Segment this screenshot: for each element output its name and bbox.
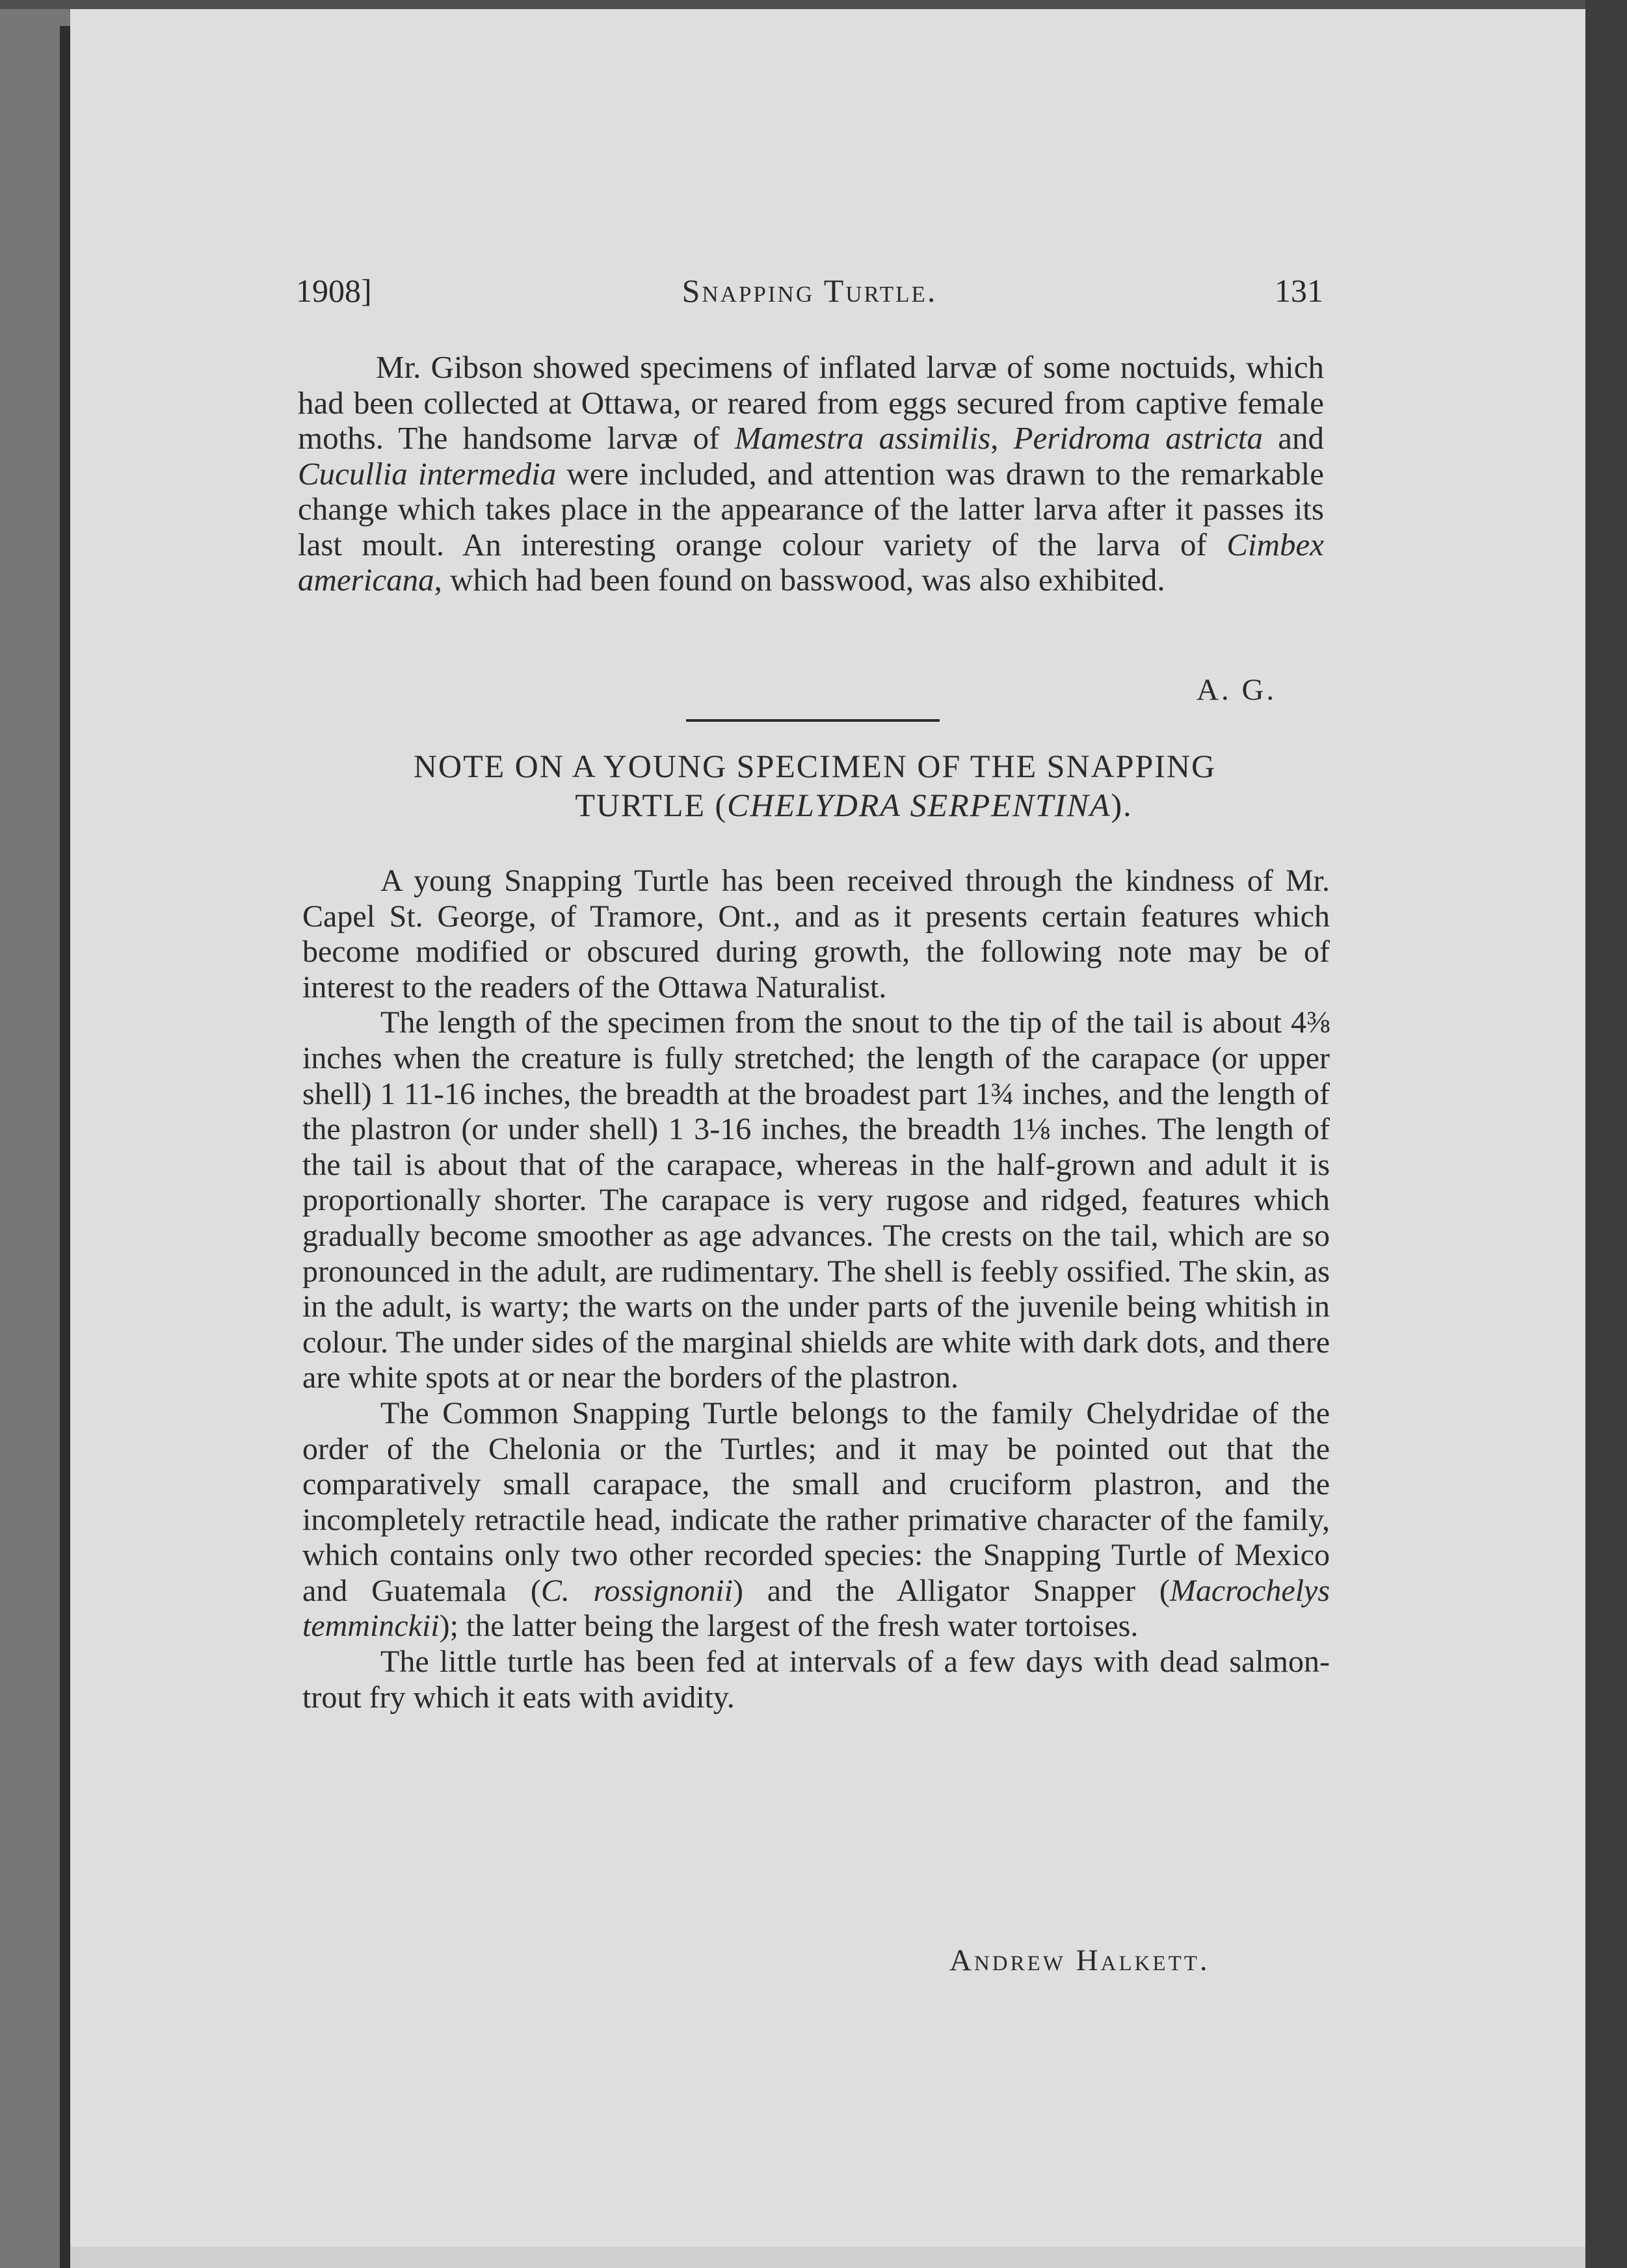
scan-right-shadow (1585, 0, 1627, 2268)
binding-edge (60, 26, 70, 2268)
page-number: 131 (1275, 272, 1323, 309)
gibson-signature: A. G. (1197, 673, 1277, 707)
scan-top-band (0, 0, 1627, 9)
species-name: Macrochelys temminckii (302, 1573, 1330, 1644)
title-line-2: TURTLE (CHELYDRA SERPENTINA). (575, 787, 1133, 823)
article-title (298, 746, 1332, 824)
article-body (302, 864, 1330, 1715)
species-name: Mamestra assimilis (734, 420, 991, 456)
species-name: C. rossignonii (540, 1573, 733, 1608)
paragraph: The length of the specimen from the snout to the tip of the tail is about 4⅜ inches when the creature is fully stretched; the length of the carapace (or upper shell) 1 11-16 inches, the breadth at the broadest part 1¾ inches, and the length of the plastron (or under shell) 1 3-16 inches, the breadth 1⅛ inches. The length of the tail is about that of the carapace, whereas in the half-grown and adult it is proportionally shorter. The carapace is very rugose and ridged, features which gradually become smoother as age advances. The crests on the tail, which are so pronounced in the adult, are rudimentary. The shell is feebly ossified. The skin, as in the adult, is warty; the warts on the under parts of the juvenile being whitish in colour. The under sides of the marginal shields are white with dark dots, and there are white spots at or near the borders of the plastron. (302, 1005, 1330, 1395)
species-name: Peridroma astricta (1013, 420, 1263, 456)
title-species: CHELYDRA SERPENTINA (727, 787, 1111, 823)
section-divider (686, 719, 940, 722)
author-signature: Andrew Halkett. (949, 1944, 1210, 1977)
scan-bottom-band (70, 2247, 1585, 2268)
running-header (296, 272, 1323, 317)
paragraph: A young Snapping Turtle has been received through the kindness of Mr. Capel St. George, of Tramore, Ont., and as it presents certain features which become modified or obscured during growth, the following note may be of interest to the readers of the Ottawa Naturalist. (302, 864, 1330, 1005)
paragraph: The little turtle has been fed at intervals of a few days with dead salmon-trout fry which it eats with avidity. (302, 1644, 1330, 1715)
paragraph: The Common Snapping Turtle belongs to the family Chelydridae of the order of the Chelonia or the Turtles; and it may be pointed out that the comparatively small carapace, the small and cruciform plastron, and the incompletely retractile head, indicate the rather primative character of the family, which contains only two other recorded species: the Snapping Turtle of Mexico and Guatemala (C. rossignonii) and the Alligator Snapper (Macrochelys temminckii); the latter being the largest of the fresh water tortoises. (302, 1395, 1330, 1644)
species-name: Cimbex americana (298, 526, 1324, 598)
title-line-1: NOTE ON A YOUNG SPECIMEN OF THE SNAPPING (413, 748, 1217, 784)
header-title: Snapping Turtle. (681, 272, 938, 309)
header-year: 1908] (296, 272, 372, 309)
gibson-note (298, 350, 1324, 598)
species-name: Cucullia intermedia (298, 455, 557, 492)
gibson-paragraph: Mr. Gibson showed specimens of inflated larvæ of some noctuids, which had been collected at Ottawa, or reared from eggs secured from captive female moths. The handsome larvæ of Mamestra assimilis, Peridroma astricta and Cucullia intermedia were included, and attention was drawn to the remarkable change which takes place in the appearance of the latter larva after it passes its last moult. An interesting orange colour variety of the larva of Cimbex americana, which had been found on basswood, was also exhibited. (298, 349, 1324, 598)
